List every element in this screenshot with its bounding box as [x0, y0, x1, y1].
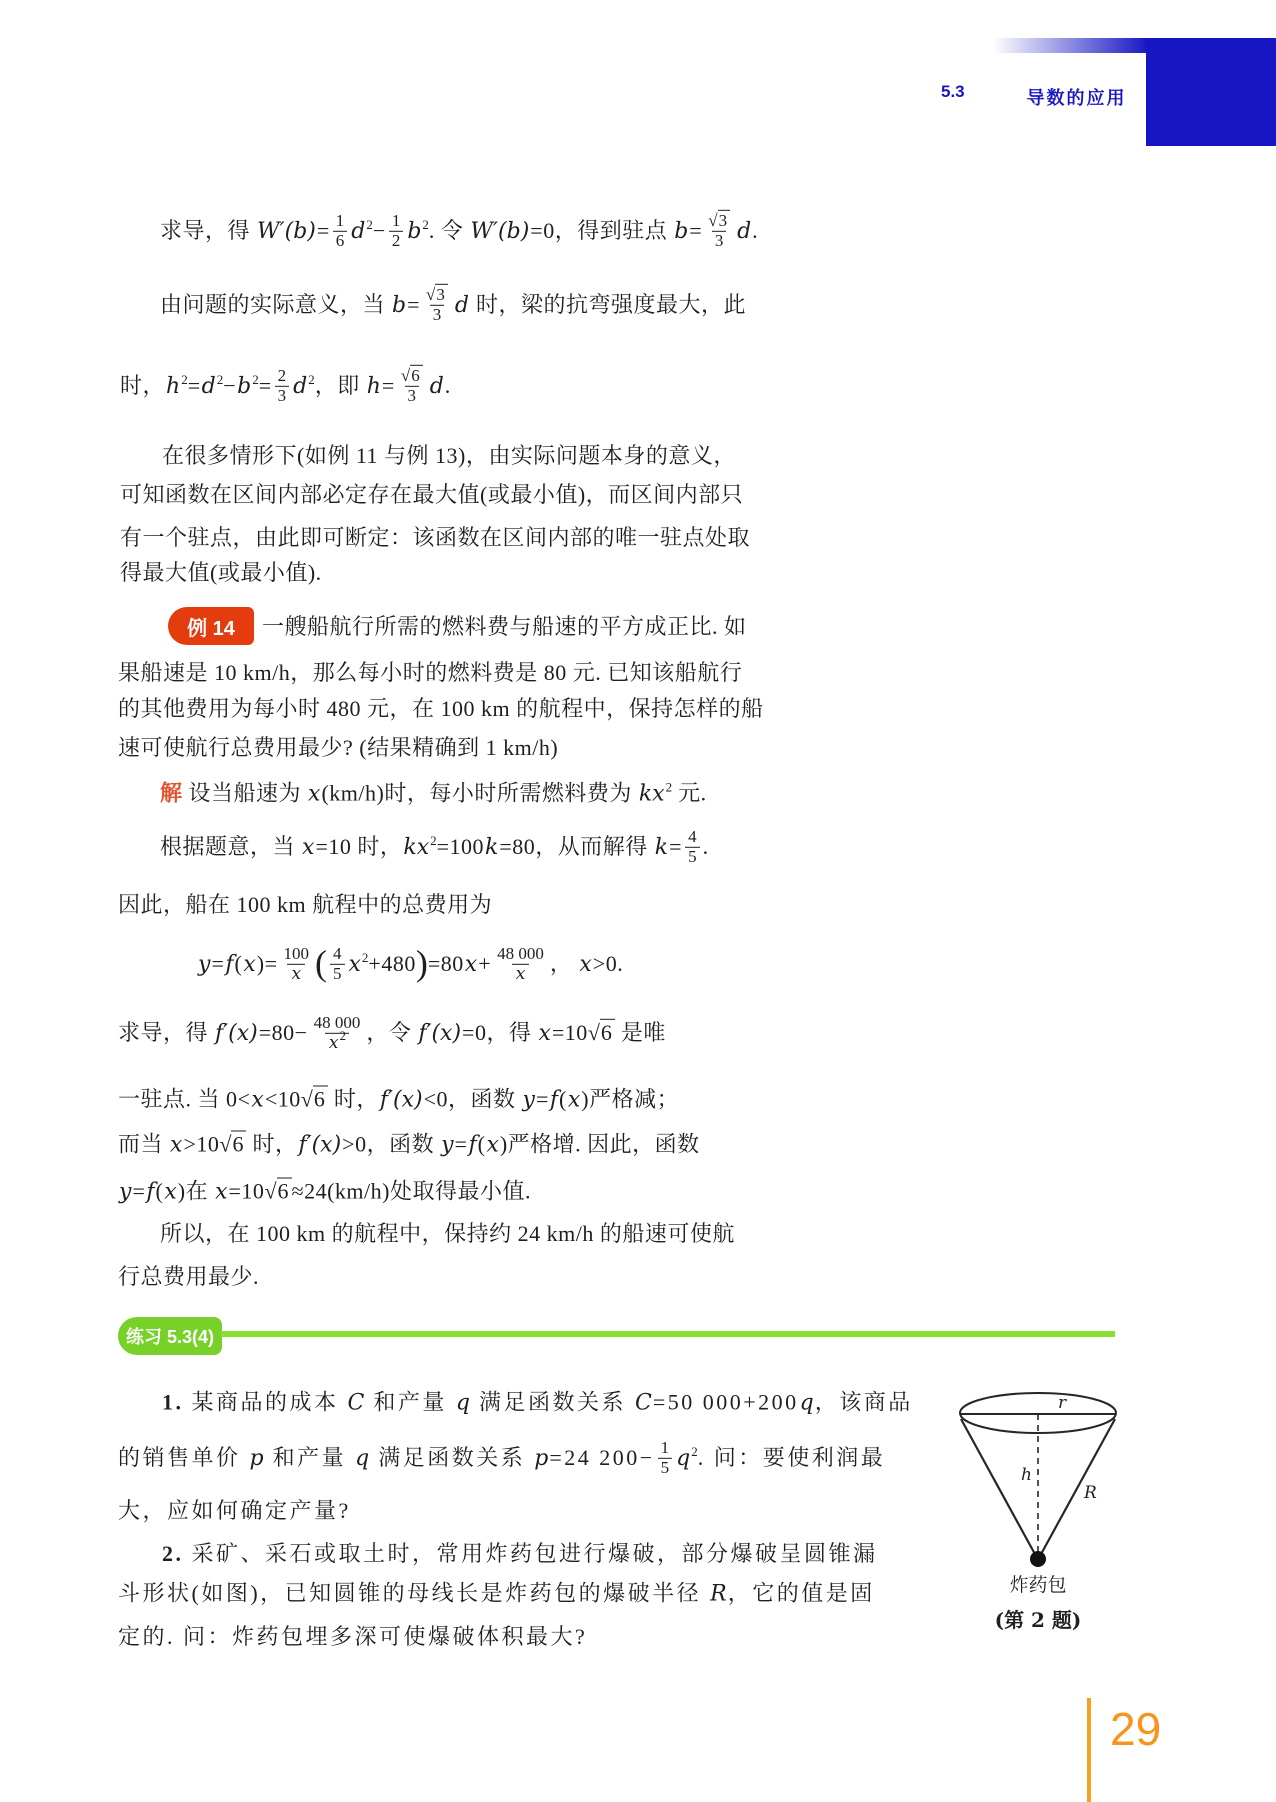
figure-label-h: h	[1021, 1465, 1032, 1485]
line-h-value: 时，$h^2=d^2-b^2=$ $\frac{2}{3}$ $d^2$，即 h= $\frac{√6}{3}$ d.	[120, 365, 451, 405]
line-formula: y=f(x)= $\frac{100}{x}$ ( $\frac{4}{5}$ $x^2+480)=80x+$ $\frac{48 000}{x}$ ， x>0.	[198, 943, 624, 984]
line-stationary-3: y=f(x)在 x=10√6 ≈24(km/h)处取得最小值.	[119, 1178, 531, 1205]
line-solution-setup: 解 设当船速为 x(km/h)时，每小时所需燃料费为 $kx^2$ 元.	[160, 779, 707, 807]
line-solution-total: 因此，船在 100 km 航程中的总费用为	[118, 892, 493, 917]
line-example14-4: 速可使航行总费用最少? (结果精确到 1 km/h)	[118, 735, 559, 760]
cone-left-slant	[961, 1419, 1036, 1556]
figure-caption: (第 2 题)	[994, 1608, 1082, 1632]
line-many-cases-4: 得最大值(或最小值).	[120, 560, 322, 585]
line-problem2-1: 2. 采矿、采石或取土时，常用炸药包进行爆破，部分爆破呈圆锥漏	[162, 1541, 878, 1566]
line-conclusion-2: 行总费用最少.	[118, 1264, 260, 1289]
exercise-badge: 练习 5.3(4)	[118, 1317, 222, 1355]
line-many-cases-3: 有一个驻点，由此即可断定：该函数在区间内部的唯一驻点处取	[120, 525, 751, 550]
line-example14-2: 果船速是 10 km/h，那么每小时的燃料费是 80 元. 已知该船航行	[118, 660, 743, 685]
figure-point-label: 炸药包	[1009, 1574, 1067, 1596]
line-example14-3: 的其他费用为每小时 480 元，在 100 km 的航程中，保持怎样的船	[118, 696, 764, 721]
line-derivative-f: 求导，得 f′(x)=80− $\frac{48 000}{x^2}$ ，令 f′(x)=0，得 x=10√6 是唯	[118, 1012, 666, 1053]
line-stationary-2: 而当 x>10√6 时，f′(x)>0，函数 y=f(x)严格增. 因此，函数	[118, 1131, 700, 1158]
line-problem2-2: 斗形状(如图)，已知圆锥的母线长是炸药包的爆破半径 R，它的值是固	[118, 1580, 875, 1607]
line-solution-k: 根据题意，当 x=10 时，$kx^2=100k=80$，从而解得 k= $\frac{4}{5}$ .	[160, 826, 709, 866]
figure-label-r: r	[1058, 1393, 1067, 1413]
line-problem1-2: 的销售单价 p 和产量 q 满足函数关系 p=24 200− $\frac{1}{5}$ $q^2$. 问：要使利润最	[118, 1437, 886, 1477]
header-blue-block	[1146, 38, 1276, 146]
line-many-cases-1: 在很多情形下(如例 11 与例 13)，由实际问题本身的意义，	[162, 443, 736, 468]
header-section-number: 5.3	[941, 82, 965, 101]
charge-point-dot	[1030, 1551, 1046, 1567]
example-badge: 例 14	[168, 607, 254, 645]
page-number-rule	[1087, 1698, 1091, 1802]
exercise-rule-line	[221, 1331, 1115, 1337]
line-problem2-3: 定的. 问：炸药包埋多深可使爆破体积最大?	[118, 1624, 588, 1649]
page-number: 29	[1110, 1703, 1162, 1755]
cone-right-slant	[1040, 1419, 1115, 1556]
line-many-cases-2: 可知函数在区间内部必定存在最大值(或最小值)，而区间内部只	[120, 482, 744, 507]
line-example14-1: 一艘船航行所需的燃料费与船速的平方成正比. 如	[262, 614, 747, 639]
line-problem1-3: 大，应如何确定产量?	[118, 1498, 351, 1523]
line-problem1-1: 1. 某商品的成本 C 和产量 q 满足函数关系 C=50 000+200q，该商品	[162, 1389, 913, 1416]
line-practical-meaning: 由问题的实际意义，当 b= $\frac{√3}{3}$ d 时，梁的抗弯强度最大，此	[160, 284, 746, 324]
header-section-title: 导数的应用	[1026, 88, 1127, 108]
line-stationary-1: 一驻点. 当 0<x<10√6 时，f′(x)<0，函数 y=f(x)严格减；	[118, 1086, 680, 1113]
line-derivative-w: 求导，得 W′(b)= $\frac{1}{6}$ $d^2-$ $\frac{1}{2}$ $b^2$. 令 W′(b)=0，得到驻点 b= $\frac{√3}{3}$ d.	[160, 210, 759, 250]
line-conclusion-1: 所以，在 100 km 的航程中，保持约 24 km/h 的船速可使航	[160, 1221, 735, 1246]
figure-label-R: R	[1084, 1483, 1097, 1503]
cone-figure	[938, 1386, 1168, 1648]
